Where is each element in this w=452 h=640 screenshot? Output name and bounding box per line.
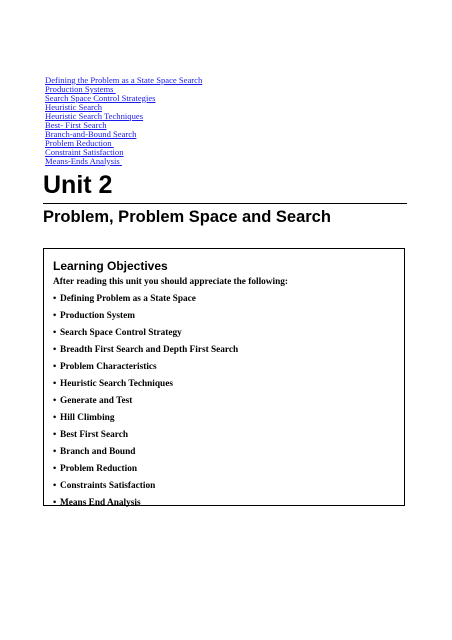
list-item <box>53 497 238 514</box>
list-item <box>53 361 238 378</box>
list-item <box>53 327 238 344</box>
bullet-icon: • <box>53 345 57 355</box>
table-of-contents <box>45 76 202 166</box>
list-item-text: Branch and Bound <box>60 447 136 457</box>
bullet-icon: • <box>53 396 57 406</box>
list-item-text: Heuristic Search Techniques <box>60 379 173 389</box>
bullet-icon: • <box>53 379 57 389</box>
list-item-text: Constraints Satisfaction <box>60 481 156 491</box>
toc-link-search-space-control-strategies[interactable]: Search Space Control Strategies <box>45 92 156 103</box>
toc-link-constraint-satisfaction[interactable]: Constraint Satisfaction <box>45 146 124 157</box>
bullet-icon: • <box>53 498 57 508</box>
bullet-icon: • <box>53 311 57 321</box>
toc-link-heuristic-search[interactable]: Heuristic Search <box>45 101 103 112</box>
list-item <box>53 429 238 446</box>
list-item-text: Breadth First Search and Depth First Search <box>60 345 239 355</box>
list-item <box>53 412 238 429</box>
toc-link-best-first-search[interactable]: Best- First Search <box>45 119 107 130</box>
bullet-icon: • <box>53 294 57 304</box>
toc-link-branch-and-bound-search[interactable]: Branch-and-Bound Search <box>45 128 137 139</box>
list-item-text: Defining Problem as a State Space <box>60 294 196 304</box>
toc-link-problem-reduction[interactable]: Problem Reduction <box>45 137 114 148</box>
list-item <box>53 310 238 327</box>
list-item <box>53 293 238 310</box>
list-item <box>53 480 238 497</box>
list-item <box>53 446 238 463</box>
list-item-text: Generate and Test <box>60 396 133 406</box>
learning-objectives-list <box>53 293 238 514</box>
bullet-icon: • <box>53 362 57 372</box>
learning-objectives-heading: Learning Objectives <box>53 259 168 273</box>
toc-link-heuristic-search-techniques[interactable]: Heuristic Search Techniques <box>45 110 144 121</box>
list-item-text: Means End Analysis <box>60 498 141 508</box>
toc-link-state-space-search[interactable]: Defining the Problem as a State Space Search <box>45 75 203 85</box>
bullet-icon: • <box>53 481 57 491</box>
learning-objectives-intro: After reading this unit you should appreciate the following: <box>53 277 289 287</box>
bullet-icon: • <box>53 447 57 457</box>
bullet-icon: • <box>53 328 57 338</box>
learning-objectives-box <box>43 248 405 506</box>
list-item-text: Problem Reduction <box>60 464 138 474</box>
list-item <box>53 344 238 361</box>
list-item-text: Search Space Control Strategy <box>60 328 182 338</box>
title-divider <box>43 203 407 204</box>
unit-title: Unit 2 <box>43 171 113 199</box>
bullet-icon: • <box>53 464 57 474</box>
toc-link-means-ends-analysis[interactable]: Means-Ends Analysis <box>45 155 122 166</box>
chapter-subtitle: Problem, Problem Space and Search <box>43 208 331 226</box>
list-item <box>53 378 238 395</box>
list-item-text: Best First Search <box>60 430 128 440</box>
list-item <box>53 395 238 412</box>
toc-link-production-systems[interactable]: Production Systems <box>45 83 116 94</box>
bullet-icon: • <box>53 430 57 440</box>
bullet-icon: • <box>53 413 57 423</box>
list-item-text: Production System <box>60 311 135 321</box>
list-item <box>53 463 238 480</box>
list-item-text: Hill Climbing <box>60 413 115 423</box>
list-item-text: Problem Characteristics <box>60 362 157 372</box>
